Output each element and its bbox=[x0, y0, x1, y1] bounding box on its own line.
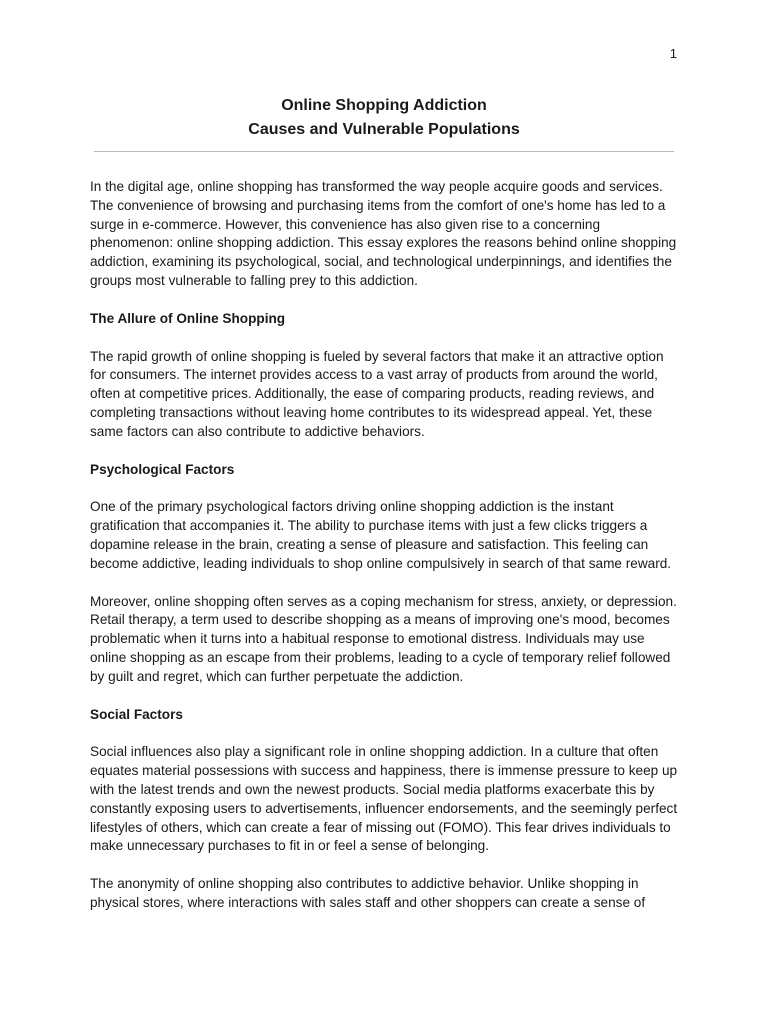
document-title bbox=[0, 94, 768, 142]
psychological-paragraph-1: One of the primary psychological factors driving online shopping addiction is the instant gratification that accompanies it. The ability to purchase items with just a few clicks triggers a dopamine release in the brain, creating a sense of pleasure and satisfaction. This feeling can become addictive, leading individuals to shop online compulsively in search of that same reward. bbox=[90, 499, 672, 571]
document-body bbox=[90, 178, 680, 932]
page-number: 1 bbox=[669, 46, 677, 61]
section-heading-allure: The Allure of Online Shopping bbox=[90, 310, 286, 326]
allure-paragraph: The rapid growth of online shopping is fueled by several factors that make it an attractive option for consumers. The internet provides access to a vast array of products from around the world, often at competitive prices. Additionally, the ease of comparing products, reading reviews, and completing transactions without leaving home contributes to its widespread appeal. Yet, these same factors can also contribute to addictive behaviors. bbox=[90, 348, 664, 439]
psychological-paragraph-2: Moreover, online shopping often serves as a coping mechanism for stress, anxiety, or depression. Retail therapy, a term used to describe shopping as a means of improving one's mood, becomes problematic when it turns into a habitual response to emotional distress. Individuals may use online shopping as an escape from their problems, leading to a cycle of temporary relief followed by guilt and regret, which can further perpetuate the addiction. bbox=[90, 593, 677, 684]
title-divider bbox=[94, 151, 674, 152]
section-heading-psychological: Psychological Factors bbox=[90, 461, 235, 477]
section-heading-social: Social Factors bbox=[90, 706, 183, 722]
title-line-2: Causes and Vulnerable Populations bbox=[248, 121, 520, 138]
intro-paragraph: In the digital age, online shopping has transformed the way people acquire goods and services. The convenience of browsing and purchasing items from the comfort of one's home has led to a surge in e-commerce. However, this convenience has also given rise to a concerning phenomenon: online shopping addiction. This essay explores the reasons behind online shopping addiction, examining its psychological, social, and technological underpinnings, and identifies the groups most vulnerable to falling prey to this addiction. bbox=[90, 179, 677, 288]
title-line-1: Online Shopping Addiction bbox=[281, 97, 487, 114]
social-paragraph-2: The anonymity of online shopping also contributes to addictive behavior. Unlike shopping in physical stores, where interactions with sales staff and other shoppers can create a sense of bbox=[90, 876, 646, 910]
social-paragraph-1: Social influences also play a significant role in online shopping addiction. In a culture that often equates material possessions with success and happiness, there is immense pressure to keep up with the latest trends and own the newest products. Social media platforms exacerbate this by constantly exposing users to advertisements, influencer endorsements, and the seemingly perfect lifestyles of others, which can create a fear of missing out (FOMO). This fear drives individuals to make unnecessary purchases to fit in or feel a sense of belonging. bbox=[90, 744, 678, 854]
